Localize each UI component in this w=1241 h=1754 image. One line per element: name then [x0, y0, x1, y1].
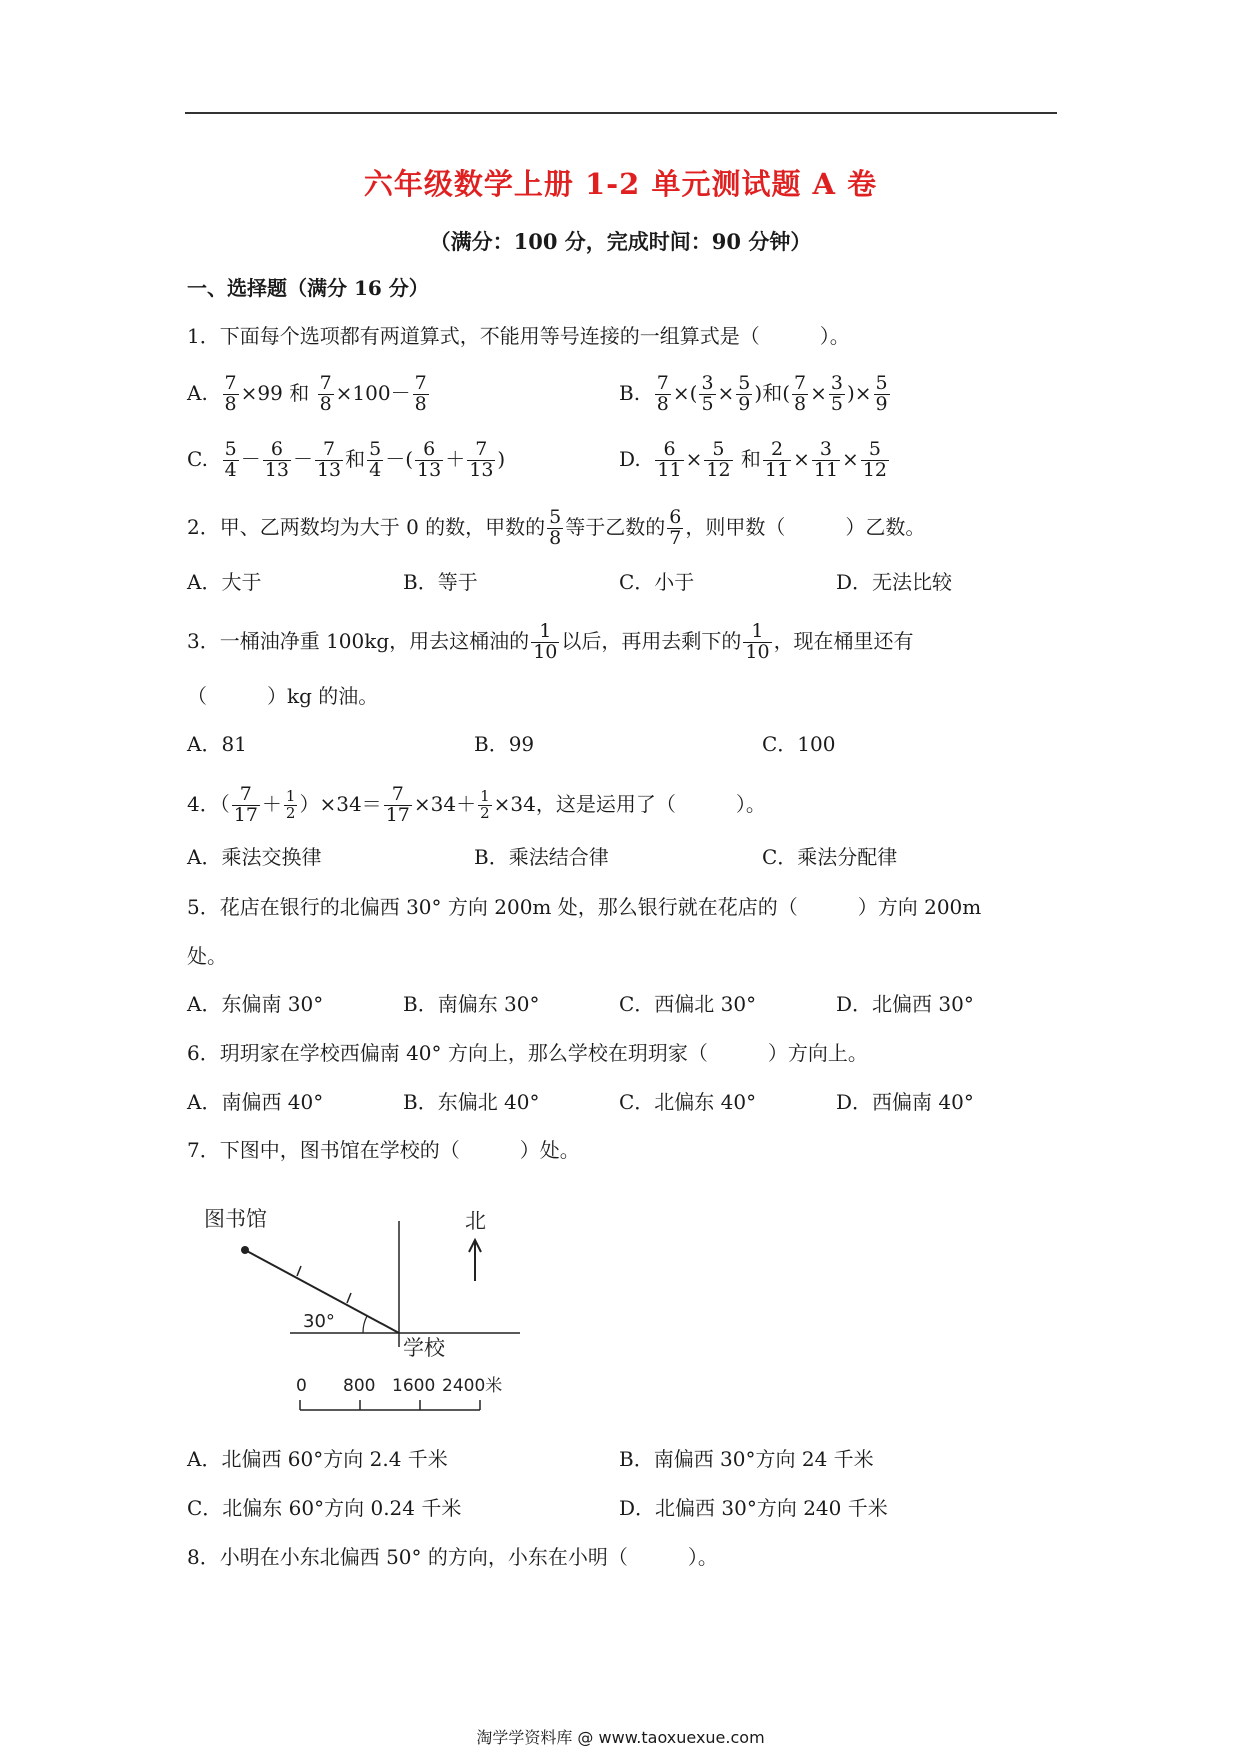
q2-option: A．大于 — [187, 570, 262, 594]
fraction: $\frac{7}{8}$ — [414, 372, 427, 415]
fraction: $\frac{5}{12}$ — [706, 438, 731, 481]
library-point — [241, 1246, 249, 1254]
q1-option-c: C. $\frac{5}{4}$ － $\frac{6}{13}$ － $\frac{7}{13}$ 和 $\frac{5}{4}$ －( $\frac{6}{13}$ ＋ $\frac{7}{13}$ ) — [187, 438, 506, 481]
q5-stem: 5．花店在银行的北偏西 30° 方向 200m 处，那么银行就在花店的（ ）方向 200m — [187, 895, 982, 919]
fraction: $\frac{5}{4}$ — [369, 438, 382, 481]
scale-label: 800 — [343, 1376, 376, 1396]
header-rule — [185, 112, 1057, 114]
fraction: $\frac{7}{8}$ — [794, 372, 807, 415]
fraction: $\frac{5}{8}$ — [549, 506, 562, 549]
q4-option: C．乘法分配律 — [762, 845, 898, 869]
fraction: $\frac{5}{12}$ — [862, 438, 887, 481]
q6-option: C．北偏东 40° — [619, 1090, 757, 1114]
fraction: $\frac{6}{11}$ — [657, 438, 682, 481]
q2-stem: 2．甲、乙两数均为大于 0 的数，甲数的 $\frac{5}{8}$ 等于乙数的 $\frac{6}{7}$ ，则甲数（ ）乙数。 — [187, 506, 926, 549]
fraction: $\frac{3}{11}$ — [813, 438, 839, 481]
q7-option: C．北偏东 60°方向 0.24 千米 — [187, 1496, 462, 1520]
q6-option: B．东偏北 40° — [403, 1090, 540, 1114]
q4-option: A．乘法交换律 — [187, 845, 322, 869]
angle-arc — [363, 1316, 367, 1333]
fraction: $\frac{1}{2}$ — [285, 787, 296, 822]
q2-option: B．等于 — [403, 570, 478, 594]
q5-option: D．北偏西 30° — [836, 992, 974, 1016]
scale-label: 1600 — [392, 1376, 436, 1396]
footer-watermark: 淘学学资料库 @ www.taoxuexue.com — [476, 1728, 765, 1747]
fraction: $\frac{6}{13}$ — [417, 438, 442, 481]
q2-option: C．小于 — [619, 570, 695, 594]
scale-label: 2400米 — [442, 1376, 503, 1396]
library-label: 图书馆 — [204, 1207, 267, 1231]
section-heading: 一、选择题（满分 16 分） — [187, 276, 429, 300]
q5-option: A．东偏南 30° — [187, 992, 324, 1016]
q3-stem: 3．一桶油净重 100kg，用去这桶油的 $\frac{1}{10}$ 以后，再用去剩下的 $\frac{1}{10}$ ，现在桶里还有 — [187, 620, 914, 663]
q8-stem: 8．小明在小东北偏西 50° 的方向，小东在小明（ ）。 — [187, 1545, 718, 1569]
fraction: $\frac{1}{2}$ — [480, 787, 490, 822]
fraction: $\frac{1}{10}$ — [533, 620, 558, 663]
q6-option: A．南偏西 40° — [187, 1090, 324, 1114]
fraction: $\frac{6}{7}$ — [669, 506, 682, 549]
fraction: $\frac{2}{11}$ — [764, 438, 790, 481]
q3-option: A．81 — [187, 732, 247, 756]
q3-option: C．100 — [762, 732, 836, 756]
fraction: $\frac{7}{8}$ — [319, 372, 332, 415]
fraction: $\frac{7}{17}$ — [385, 783, 410, 826]
q7-option: A．北偏西 60°方向 2.4 千米 — [187, 1447, 448, 1471]
tick-mark — [297, 1266, 301, 1276]
fraction: $\frac{7}{8}$ — [224, 372, 237, 415]
fraction: $\frac{5}{9}$ — [875, 372, 888, 415]
fraction: $\frac{7}{13}$ — [469, 438, 494, 481]
fraction: $\frac{6}{13}$ — [264, 438, 289, 481]
q1-stem: 1．下面每个选项都有两道算式，不能用等号连接的一组算式是（ ）。 — [187, 324, 850, 348]
fraction: $\frac{3}{5}$ — [701, 372, 714, 415]
q7-stem: 7．下图中，图书馆在学校的（ ）处。 — [187, 1138, 580, 1162]
q1-option-a: A. $\frac{7}{8}$ ×99 和 $\frac{7}{8}$ ×100－ $\frac{7}{8}$ — [187, 372, 427, 415]
direction-figure — [190, 1195, 550, 1420]
q6-stem: 6．玥玥家在学校西偏南 40° 方向上，那么学校在玥玥家（ ）方向上。 — [187, 1041, 868, 1065]
scale-label: 0 — [296, 1376, 307, 1396]
tick-mark — [347, 1293, 351, 1303]
angle-label: 30° — [303, 1311, 335, 1332]
q3-stem-line2: （ ）kg 的油。 — [187, 684, 379, 708]
fraction: $\frac{3}{5}$ — [830, 372, 843, 415]
q4-option: B．乘法结合律 — [474, 845, 609, 869]
fraction: $\frac{1}{10}$ — [745, 620, 770, 663]
q5-stem-line2: 处。 — [187, 944, 227, 968]
q4-stem: 4．（ $\frac{7}{17}$ ＋ $\frac{1}{2}$ ）×34＝ $\frac{7}{17}$ ×34＋ $\frac{1}{2}$ ×34，这是运用了（ ）。 — [187, 783, 766, 826]
fraction: $\frac{5}{9}$ — [738, 372, 751, 415]
page-title: 六年级数学上册 1-2 单元测试题 A 卷 — [363, 167, 878, 201]
fraction: $\frac{7}{13}$ — [316, 438, 342, 481]
q7-option: D．北偏西 30°方向 240 千米 — [619, 1496, 888, 1520]
q5-option: B．南偏东 30° — [403, 992, 540, 1016]
q1-option-b: B. $\frac{7}{8}$ ×( $\frac{3}{5}$ × $\frac{5}{9}$ )和( $\frac{7}{8}$ × $\frac{3}{5}$ )× $\frac{5}{9}$ — [619, 372, 888, 415]
fraction: $\frac{5}{4}$ — [224, 438, 237, 481]
q7-option: B．南偏西 30°方向 24 千米 — [619, 1447, 874, 1471]
q5-option: C．西偏北 30° — [619, 992, 757, 1016]
q1-option-d: D. $\frac{6}{11}$ × $\frac{5}{12}$ 和 $\frac{2}{11}$ × $\frac{3}{11}$ × $\frac{5}{12}$ — [619, 438, 887, 481]
q6-option: D．西偏南 40° — [836, 1090, 974, 1114]
q3-option: B．99 — [474, 732, 535, 756]
fraction: $\frac{7}{17}$ — [233, 783, 258, 826]
page-subtitle: （满分：100 分，完成时间：90 分钟） — [429, 229, 812, 254]
q2-option: D．无法比较 — [836, 570, 953, 594]
north-label: 北 — [465, 1209, 486, 1233]
school-label: 学校 — [403, 1336, 445, 1360]
fraction: $\frac{7}{8}$ — [656, 372, 669, 415]
